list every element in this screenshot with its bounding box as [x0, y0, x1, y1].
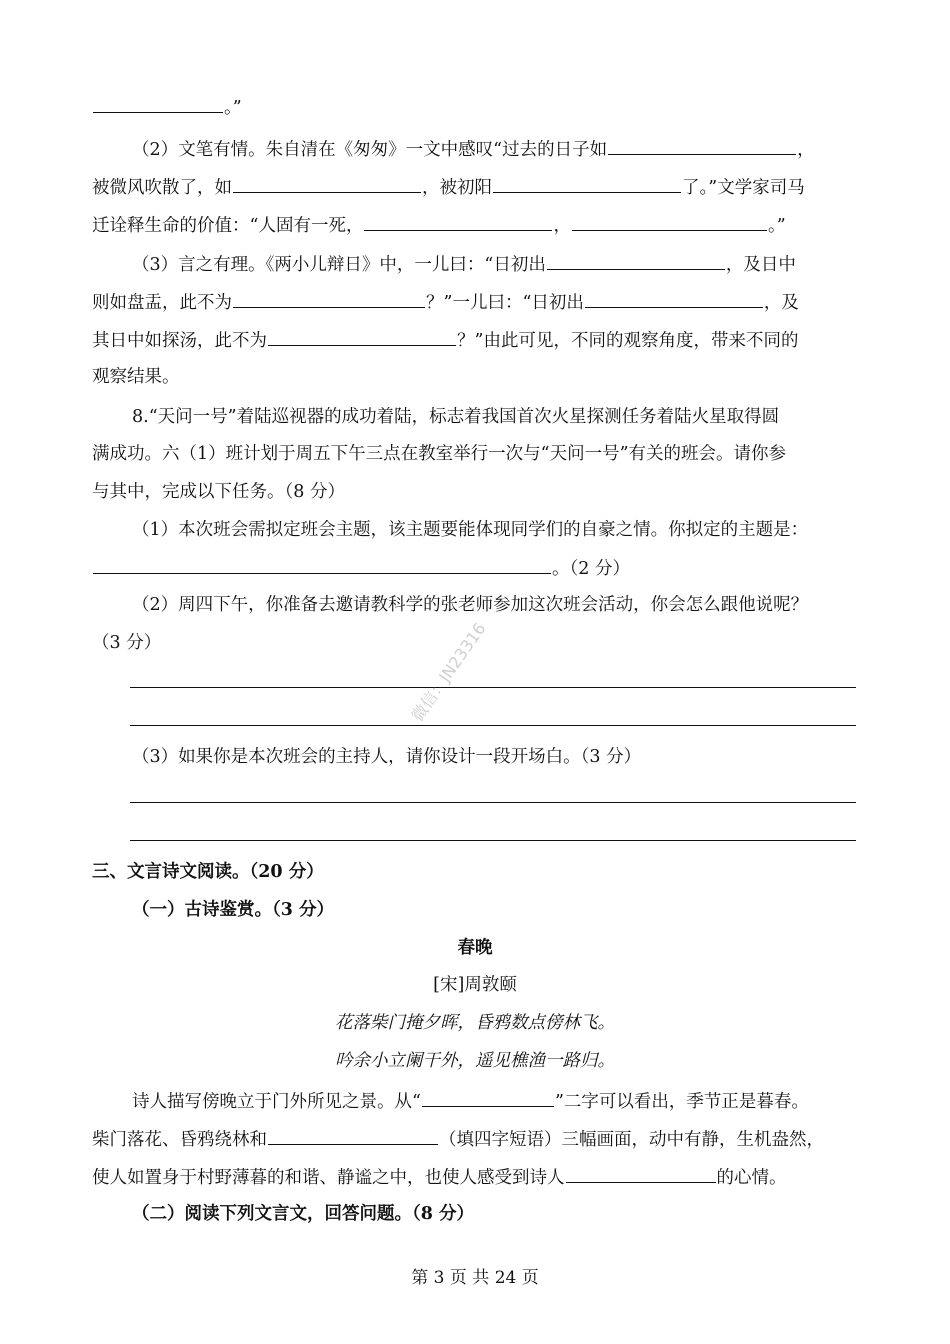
poem-title: 春晚	[457, 938, 493, 958]
poem-question-line1: 诗人描写傍晚立于门外所见之景。从“ ”二字可以看出，季节正是暮春。	[132, 1089, 856, 1113]
poem-author: [宋]周敦颐	[433, 975, 517, 995]
q7-part3-line1: （3）言之有理。《两小儿辩日》中，一儿曰：“日初出 ，及日中	[132, 252, 856, 276]
answer-blank[interactable]	[93, 556, 551, 574]
answer-line[interactable]	[130, 840, 856, 841]
q7-part2-line3: 迁诠释生命的价值：“人固有一死， ， 。”	[92, 213, 856, 237]
q8-line2: 满成功。六（1）班计划于周五下午三点在教室举行一次与“天问一号”有关的班会。请你参	[92, 444, 787, 464]
q8-sub1-line1: （1）本次班会需拟定班会主题，该主题要能体现同学们的自豪之情。你拟定的主题是：	[132, 520, 809, 540]
answer-blank[interactable]	[268, 328, 456, 346]
page-footer: 第 3 页 共 24 页	[411, 1268, 539, 1288]
q7-part3-line4: 观察结果。	[92, 367, 180, 387]
poem-question-line2: 柴门落花、昏鸦绕林和 （填四字短语）三幅画面，动中有静，生机盎然，	[92, 1127, 856, 1151]
answer-blank[interactable]	[547, 252, 725, 270]
q7-part2-line2: 被微风吹散了，如 ，被初阳 了。”文学家司马	[92, 175, 856, 199]
answer-blank[interactable]	[566, 1165, 716, 1183]
answer-blank[interactable]	[93, 95, 223, 113]
answer-blank[interactable]	[572, 213, 767, 231]
q8-sub3: （3）如果你是本次班会的主持人，请你设计一段开场白。（3 分）	[132, 747, 642, 767]
answer-blank[interactable]	[364, 213, 552, 231]
q7-part2-line1: （2）文笔有情。朱自清在《匆匆》一文中感叹“过去的日子如 ，	[132, 137, 856, 161]
section3-sub1-heading: （一）古诗鉴赏。（3 分）	[132, 900, 335, 920]
section3-title: 三、文言诗文阅读。（20 分）	[92, 862, 324, 882]
q8-line1: 8.“天问一号”着陆巡视器的成功着陆，标志着我国首次火星探测任务着陆火星取得圆	[132, 407, 780, 427]
section3-sub2-heading: （二）阅读下列文言文，回答问题。（8 分）	[132, 1204, 475, 1224]
answer-blank[interactable]	[608, 137, 796, 155]
answer-blank[interactable]	[422, 1089, 554, 1107]
watermark: 微信：JN23316	[407, 619, 490, 725]
q8-sub2-line1: （2）周四下午，你准备去邀请教科学的张老师参加这次班会活动，你会怎么跟他说呢？	[132, 595, 809, 615]
q7-line-0: 。”	[92, 95, 856, 119]
poem-line-2: 吟余小立阑干外，遥见樵渔一路归。	[335, 1051, 615, 1071]
answer-line[interactable]	[130, 725, 856, 726]
poem-question-line3: 使人如置身于村野薄暮的和谐、静谧之中，也使人感受到诗人 的心情。	[92, 1165, 856, 1189]
answer-line[interactable]	[130, 687, 856, 688]
q7-part3-line2: 则如盘盂，此不为 ？”一儿曰：“日初出 ，及	[92, 290, 856, 314]
answer-line[interactable]	[130, 802, 856, 803]
answer-blank[interactable]	[585, 290, 763, 308]
q7-part3-line3: 其日中如探汤，此不为 ？”由此可见，不同的观察角度，带来不同的	[92, 328, 856, 352]
answer-blank[interactable]	[268, 1127, 438, 1145]
q8-sub1-line2: 。（2 分）	[92, 556, 856, 580]
answer-blank[interactable]	[493, 175, 681, 193]
poem-line-1: 花落柴门掩夕晖，昏鸦数点傍林飞。	[335, 1013, 615, 1033]
answer-blank[interactable]	[233, 290, 425, 308]
answer-blank[interactable]	[233, 175, 421, 193]
q8-sub2-line2: （3 分）	[92, 633, 162, 653]
q8-line3: 与其中，完成以下任务。（8 分）	[92, 482, 345, 502]
